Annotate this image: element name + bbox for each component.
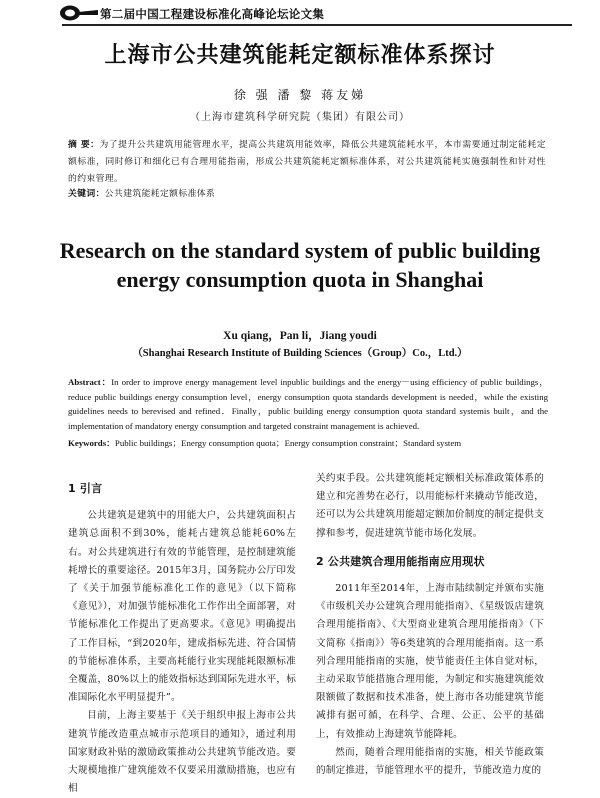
section-1-heading: 1 引言 [68, 482, 103, 495]
authors-cn: 徐 强 潘 黎 蒋友娣 [233, 88, 367, 102]
keywords-cn [68, 186, 546, 199]
keywords-cn-text: 公共建筑能耗定额标准体系 [104, 189, 216, 199]
left-column [68, 470, 296, 798]
header-title: 第二届中国工程建设标准化高峰论坛论文集 [100, 7, 325, 21]
paper-title-en-line1: Research on the standard system of public building [59, 238, 541, 263]
abstract-cn-label: 摘 要： [68, 140, 100, 150]
section-2-heading: 2 公共建筑合理用能指南应用现状 [316, 554, 485, 568]
section-1-paragraph-1: 公共建筑是建筑中的用能大户，公共建筑面积占建筑总面积不到30%，能耗占建筑总能耗60%左右。对公共建筑进行有效的节能管理，是控制建筑能耗增长的重要途径。2015年3月，国务院办公厅印发了《关于加强节能标准化工作的意见》（以下简称《意见》），对加强节能标准化工作作出全面部署，对节能标准化工作提出了更高要求。《意见》明确提出了工作目标，“到2020年，建成指标先进、符合国情的节能标准体系，主要高耗能行业实现能耗限额标准全覆盖，80%以上的能效指标达到国际先进水平，标准国际化水平明显提升”。 [68, 510, 296, 704]
keywords-en-text: Public buildings；Energy consumption quota；Energy consumption constraint；Standard system [114, 438, 462, 448]
section-1-paragraph-2-continued: 关约束手段。公共建筑能耗定额相关标准政策体系的建立和完善势在必行，以用能标杆来撬动节能改造，还可以为公共建筑用能超定额加价制度的制定提供支撑和参考，促进建筑节能市场化发展。 [316, 473, 544, 539]
keywords-cn-label: 关键词： [68, 189, 105, 199]
affiliation-en: （Shanghai Research Institute of Building Sciences（Group）Co.，Ltd.） [132, 348, 468, 359]
paper-title-cn: 上海市公共建筑能耗定额标准体系探讨 [104, 43, 496, 68]
right-column [316, 470, 544, 780]
authors-en: Xu qiang，Pan li，Jiang youdi [223, 330, 377, 342]
paper-title-en-line2: energy consumption quota in Shanghai [116, 267, 484, 292]
conference-logo-icon [58, 3, 100, 23]
abstract-en-text: In order to improve energy management level inpublic buildings and the energy－using efficiency of public buildings，reduce public buildings energy consumption level，energy consumption quota standards development is needed，while the existing guidelines needs to berevised and refined．Finally，public building energy consumption quota standard systemis built，and the implementation of mandatory energy consumption and targeted constraint management is achieved. [68, 377, 548, 431]
section-2-paragraph-2: 然而，随着合理用能指南的实施，相关节能政策的制定推进，节能管理水平的提升，节能改造力度的 [316, 746, 544, 777]
abstract-en-label: Abstract： [68, 377, 112, 387]
abstract-cn-text: 为了提升公共建筑用能管理水平，提高公共建筑用能效率，降低公共建筑能耗水平，本市需要通过制定能耗定额标准，同时修订和细化已有合理用能指南，形成公共建筑能耗定额标准体系，对公共建筑能耗实施强制性和针对性的约束管理。 [68, 140, 546, 184]
paper-title-en [0, 236, 600, 294]
abstract-cn [68, 137, 546, 188]
keywords-en-label: Keywords： [68, 438, 115, 448]
running-header [62, 2, 572, 26]
affiliation-cn: （上海市建筑科学研究院（集团）有限公司） [190, 112, 410, 123]
section-1-paragraph-2: 目前，上海主要基于《关于组织申报上海市公共建筑节能改造重点城市示范项目的通知》，通过利用国家财政补贴的激励政策推动公共建筑节能改造。要大规模地推广建筑能效不仅要采用激励措施，也应有相 [68, 710, 296, 795]
keywords-en [68, 436, 548, 449]
abstract-en [68, 375, 548, 433]
section-2-paragraph-1: 2011年至2014年，上海市陆续制定并颁布实施《市级机关办公建筑合理用能指南》、《星级饭店建筑合理用能指南》、《大型商业建筑合理用能指南》（下文简称《指南》）等6类建筑的合理用能指南。这一系列合理用能指南的实施，使节能责任主体自觉对标，主动采取节能措施合理用能，为制定和实施建筑能效限额做了数据和技术准备，使上海市各功能建筑节能减排有据可循，在科学、合理、公正、公平的基础上，有效推动上海建筑节能降耗。 [316, 583, 544, 740]
